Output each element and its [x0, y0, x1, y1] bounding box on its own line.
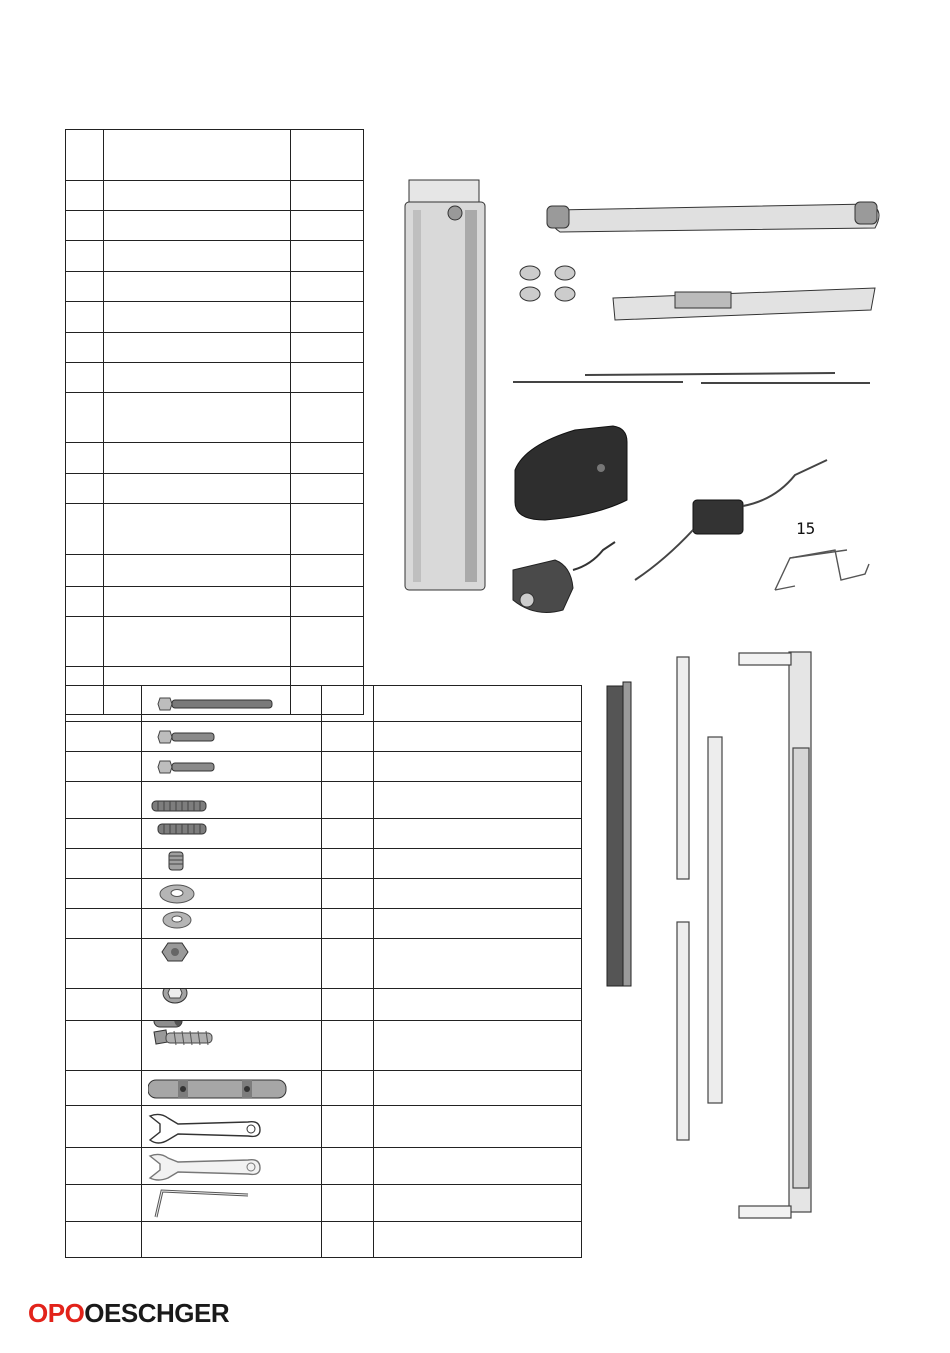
table-cell	[141, 752, 322, 782]
table-cell	[141, 1185, 322, 1222]
table-cell	[66, 443, 104, 474]
table-cell	[66, 819, 142, 849]
table-cell	[141, 879, 322, 909]
logo-opo: OPO	[28, 1298, 85, 1328]
table-cell	[291, 181, 364, 211]
table-cell	[66, 363, 104, 393]
table-cell	[322, 1148, 374, 1185]
table-row	[66, 333, 364, 363]
table-cell	[141, 1222, 322, 1258]
table-cell	[291, 587, 364, 617]
table-cell	[66, 722, 142, 752]
hex-nut-icon	[148, 939, 208, 989]
table-cell	[66, 181, 104, 211]
table-cell	[104, 443, 291, 474]
table-cell	[322, 782, 374, 819]
toothed-rack-illustration	[607, 682, 631, 986]
table-cell	[291, 443, 364, 474]
table-cell	[66, 587, 104, 617]
table-cell	[66, 555, 104, 587]
table-row	[66, 130, 364, 181]
table-cell	[66, 1021, 142, 1071]
allen-key-icon	[148, 1185, 268, 1222]
table-row	[66, 363, 364, 393]
table-cell	[66, 782, 142, 819]
table-row	[66, 272, 364, 302]
table-row	[66, 211, 364, 241]
table-cell	[104, 555, 291, 587]
leg-column-illustration	[405, 180, 485, 590]
table-cell	[322, 1222, 374, 1258]
table-row	[66, 443, 364, 474]
table-cell	[66, 474, 104, 504]
table-cell	[141, 1021, 322, 1071]
table-row	[66, 474, 364, 504]
table-cell	[141, 782, 322, 819]
table-cell	[66, 272, 104, 302]
table-cell	[322, 1021, 374, 1071]
table-cell	[322, 909, 374, 939]
table-cell	[104, 393, 291, 443]
table-cell	[291, 363, 364, 393]
table-cell	[104, 211, 291, 241]
wood-screw-icon	[148, 1021, 228, 1071]
table-row	[66, 617, 364, 667]
table-cell	[66, 909, 142, 939]
table-cell	[291, 474, 364, 504]
table-row	[66, 504, 364, 555]
table-cell	[322, 1106, 374, 1148]
brand-logo	[28, 1298, 229, 1329]
table-cell	[141, 989, 322, 1021]
table-cell	[66, 849, 142, 879]
table-cell	[66, 1185, 142, 1222]
table-cell	[66, 1071, 142, 1106]
table-cell	[66, 686, 142, 722]
hex-bolt-icon	[148, 752, 228, 782]
table-row	[66, 555, 364, 587]
table-cell	[322, 686, 374, 722]
table-cell	[141, 722, 322, 752]
washer-icon	[148, 879, 208, 909]
table-cell	[104, 130, 291, 181]
table-cell	[291, 555, 364, 587]
table-cell	[322, 1071, 374, 1106]
table-cell	[322, 879, 374, 909]
table-cell	[291, 333, 364, 363]
table-cell	[66, 617, 104, 667]
table-cell	[291, 617, 364, 667]
hex-bolt-icon	[148, 722, 228, 752]
parts-table	[65, 129, 364, 715]
coupling-tube-icon	[148, 1071, 308, 1106]
table-cell	[104, 181, 291, 211]
table-row	[66, 181, 364, 211]
table-cell	[66, 333, 104, 363]
table-cell	[104, 587, 291, 617]
table-cell	[66, 879, 142, 909]
table-cell	[104, 302, 291, 333]
table-cell	[104, 504, 291, 555]
table-cell	[291, 302, 364, 333]
table-cell	[291, 241, 364, 272]
table-cell	[291, 272, 364, 302]
table-cell	[141, 909, 322, 939]
table-cell	[322, 939, 374, 989]
table-cell	[291, 504, 364, 555]
table-cell	[141, 1106, 322, 1148]
table-cell	[141, 819, 322, 849]
table-cell	[66, 989, 142, 1021]
frame-bracket-illustration	[613, 288, 875, 320]
long-hex-bolt-icon	[148, 686, 278, 722]
table-cell	[291, 211, 364, 241]
table-cell	[291, 130, 364, 181]
table-cell	[66, 504, 104, 555]
threaded-rod-icon	[148, 782, 228, 819]
threaded-rod-icon	[148, 819, 228, 849]
product-illustrations	[395, 170, 895, 1250]
control-box-illustration	[515, 426, 627, 520]
table-cell	[104, 333, 291, 363]
table-cell	[66, 241, 104, 272]
rods-illustration	[513, 373, 870, 383]
table-row	[66, 393, 364, 443]
bracket-label: 15	[796, 519, 816, 538]
table-cell	[141, 686, 322, 722]
wrench-icon	[148, 1106, 268, 1148]
table-cell	[322, 722, 374, 752]
table-row	[66, 241, 364, 272]
table-cell	[66, 211, 104, 241]
table-row	[66, 302, 364, 333]
bracket-15-illustration	[775, 550, 869, 590]
table-cell	[141, 1148, 322, 1185]
table-cell	[322, 989, 374, 1021]
socket-cap-icon	[148, 989, 208, 1021]
logo-oeschger: OESCHGER	[84, 1298, 230, 1328]
table-cell	[104, 617, 291, 667]
table-cell	[104, 272, 291, 302]
table-cell	[104, 363, 291, 393]
table-cell	[66, 393, 104, 443]
hex-shafts-illustration	[677, 657, 722, 1140]
table-cell	[322, 1185, 374, 1222]
table-cell	[66, 752, 142, 782]
table-cell	[66, 1148, 142, 1185]
table-cell	[141, 939, 322, 989]
table-row	[66, 587, 364, 617]
table-cell	[104, 474, 291, 504]
table-cell	[322, 752, 374, 782]
hand-switch-illustration	[513, 542, 615, 612]
table-cell	[141, 849, 322, 879]
table-cell	[66, 1222, 142, 1258]
table-cell	[66, 939, 142, 989]
table-cell	[322, 819, 374, 849]
table-cell	[66, 1106, 142, 1148]
table-cell	[291, 393, 364, 443]
washer-icon	[148, 909, 208, 939]
glides-illustration	[520, 266, 575, 301]
crossbar-illustration	[739, 652, 811, 1218]
table-cell	[322, 849, 374, 879]
wrench-icon	[148, 1148, 268, 1185]
table-cell	[141, 1071, 322, 1106]
table-cell	[66, 130, 104, 181]
table-cell	[104, 241, 291, 272]
table-cell	[66, 302, 104, 333]
foot-illustration	[547, 202, 879, 232]
threaded-insert-icon	[148, 849, 208, 879]
